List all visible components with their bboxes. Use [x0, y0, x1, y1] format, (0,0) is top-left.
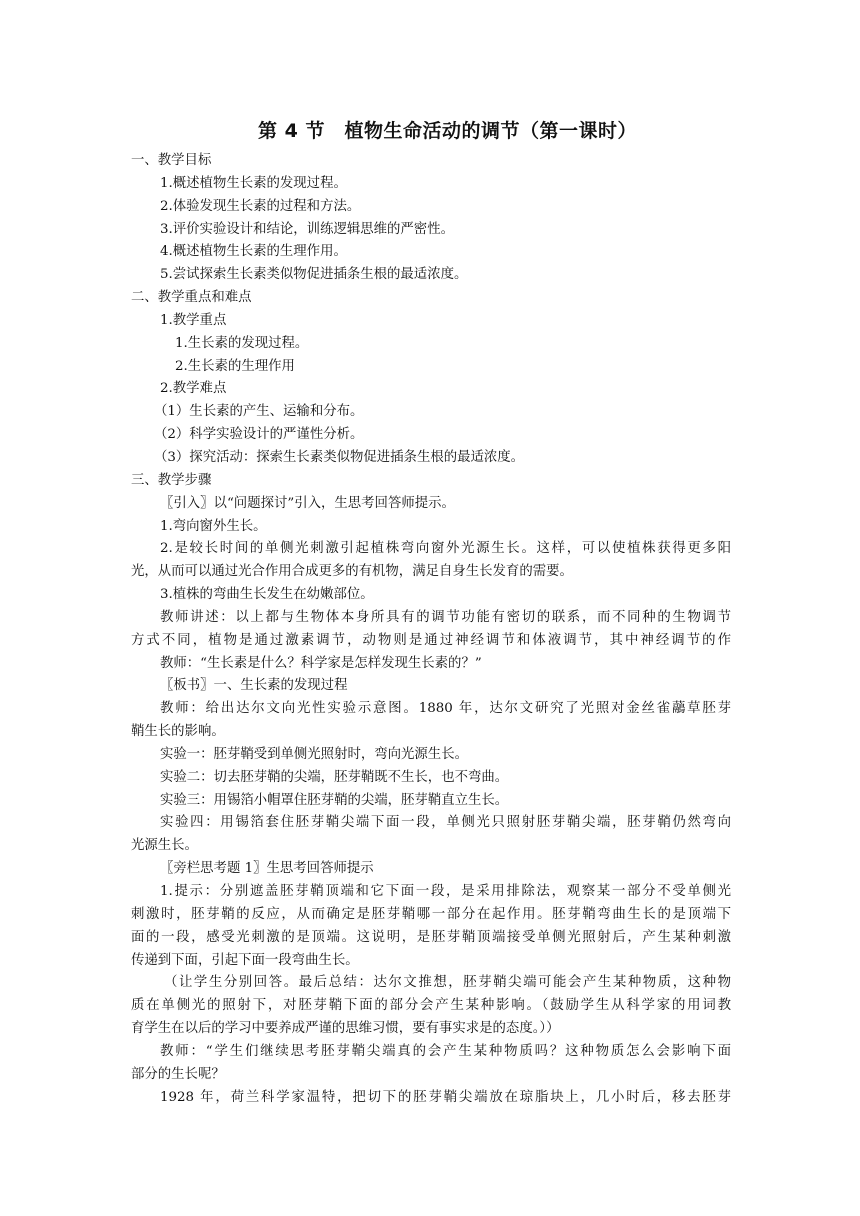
text-line: 教师：“生长素是什么？科学家是怎样发现生长素的？” — [160, 655, 482, 671]
text-line: 三、教学步骤 — [131, 472, 212, 488]
text-line: 2.体验发现生长素的过程和方法。 — [160, 198, 361, 214]
text-line: 光源生长。 — [131, 838, 198, 854]
text-line: 1928 年，荷兰科学家温特，把切下的胚芽鞘尖端放在琼脂块上，几小时后，移去胚芽 — [160, 1089, 731, 1105]
text-line: （3）探究活动：探索生长素类似物促进插条生根的最适浓度。 — [154, 449, 525, 465]
text-line: 质在单侧光的照射下，对胚芽鞘下面的部分会产生某种影响。（鼓励学生从科学家的用词教 — [131, 998, 731, 1014]
text-line: 鞘生长的影响。 — [131, 724, 225, 740]
text-line: 3.评价实验设计和结论，训练逻辑思维的严密性。 — [160, 221, 454, 237]
text-line: 刺激时，胚芽鞘的反应，从而确定是胚芽鞘哪一部分在起作用。胚芽鞘弯曲生长的是顶端下 — [131, 906, 731, 922]
text-line: 1.提示：分别遮盖胚芽鞘顶端和它下面一段，是采用排除法，观察某一部分不受单侧光 — [160, 884, 731, 899]
text-line: 实验一：胚芽鞘受到单侧光照射时，弯向光源生长。 — [160, 746, 468, 762]
text-line: 1.教学重点 — [160, 312, 227, 328]
text-line: 教师讲述：以上都与生物体本身所具有的调节功能有密切的联系，而不同种的生物调节 — [160, 609, 731, 625]
text-line: （2）科学实验设计的严谨性分析。 — [154, 427, 364, 443]
text-line: 实验四：用锡箔套住胚芽鞘尖端下面一段，单侧光只照射胚芽鞘尖端，胚芽鞘仍然弯向 — [160, 815, 731, 831]
text-line: 4.概述植物生长素的生理作用。 — [160, 244, 347, 260]
document-body — [131, 150, 731, 1109]
text-line: 〖旁栏思考题 1〗生思考回答师提示 — [160, 861, 374, 877]
text-line: 教师：“学生们继续思考胚芽鞘尖端真的会产生某种物质吗？这种物质怎么会影响下面 — [160, 1043, 731, 1059]
text-line: 一、教学目标 — [131, 153, 212, 168]
text-line: 1.弯向窗外生长。 — [160, 518, 267, 534]
text-line: 5.尝试探索生长素类似物促进插条生根的最适浓度。 — [160, 267, 468, 283]
text-line: 〖板书〗一、生长素的发现过程 — [160, 678, 348, 694]
text-line: 2.教学难点 — [160, 381, 227, 397]
text-line: 方式不同，植物是通过激素调节，动物则是通过神经调节和体液调节，其中神经调节的作 — [131, 632, 731, 648]
text-line: 教师：给出达尔文向光性实验示意图。1880 年，达尔文研究了光照对金丝雀虉草胚芽 — [160, 701, 731, 717]
text-line: 光，从而可以通过光合作用合成更多的有机物，满足自身生长发育的需要。 — [131, 564, 573, 580]
text-line: （让学生分别回答。最后总结：达尔文推想，胚芽鞘尖端可能会产生某种物质，这种物 — [164, 975, 731, 991]
text-line: 传递到下面，引起下面一段弯曲生长。 — [131, 952, 359, 968]
text-line: 2.生长素的生理作用 — [175, 358, 295, 374]
text-line: 1.生长素的发现过程。 — [175, 335, 309, 351]
text-line: 实验三：用锡箔小帽罩住胚芽鞘的尖端，胚芽鞘直立生长。 — [160, 792, 509, 808]
text-line: 部分的生长呢？ — [131, 1066, 225, 1082]
text-line: 1.概述植物生长素的发现过程。 — [160, 175, 347, 191]
text-line: 面的一段，感受光刺激的是顶端。这说明，是胚芽鞘顶端接受单侧光照射后，产生某种刺激 — [131, 929, 731, 945]
text-line: 二、教学重点和难点 — [131, 290, 252, 306]
text-line: （1）生长素的产生、运输和分布。 — [154, 404, 364, 420]
text-line: 2.是较长时间的单侧光刺激引起植株弯向窗外光源生长。这样，可以使植株获得更多阳 — [160, 541, 731, 557]
text-line: 育学生在以后的学习中要养成严谨的思维习惯，要有事实求是的态度。）） — [131, 1021, 560, 1037]
text-line: 实验二：切去胚芽鞘的尖端，胚芽鞘既不生长，也不弯曲。 — [160, 769, 509, 785]
page-title: 第 4 节 植物生命活动的调节（第一课时） — [258, 120, 637, 142]
text-line: 3.植株的弯曲生长发生在幼嫩部位。 — [160, 587, 374, 603]
text-line: 〖引入〗以“问题探讨”引入，生思考回答师提示。 — [160, 495, 455, 511]
